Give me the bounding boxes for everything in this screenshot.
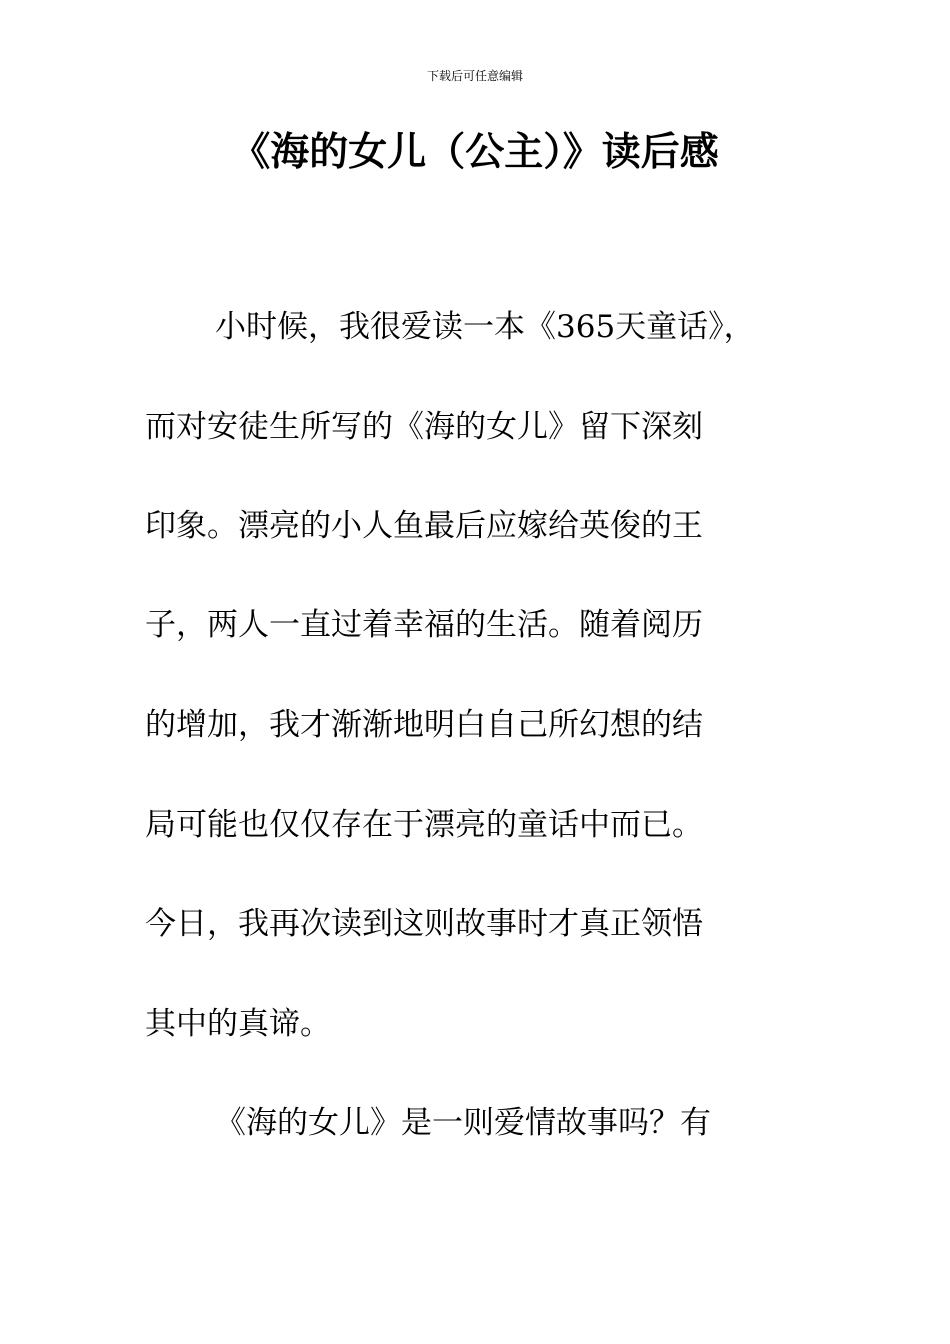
paragraph-line: 《海的女儿》是一则爱情故事吗？有 [215,1105,711,1141]
document-title: 《海的女儿（公主）》读后感 [231,130,719,175]
paragraph-line: 子，两人一直过着幸福的生活。随着阅历 [145,607,703,643]
paragraph-line: 今日，我再次读到这则故事时才真正领悟 [145,906,703,942]
paragraph-line: 的增加，我才渐渐地明白自己所幻想的结 [145,707,703,743]
paragraph-line: 印象。漂亮的小人鱼最后应嫁给英俊的王 [145,508,703,544]
paragraph-line: 局可能也仅仅存在于漂亮的童话中而已。 [145,807,703,843]
paragraph-line: 小时候，我很爱读一本《365天童话》， [215,309,755,345]
paragraph-line: 其中的真谛。 [145,1006,331,1042]
paragraph-line: 而对安徒生所写的《海的女儿》留下深刻 [145,409,703,445]
header-note: 下载后可任意编辑 [426,69,523,83]
